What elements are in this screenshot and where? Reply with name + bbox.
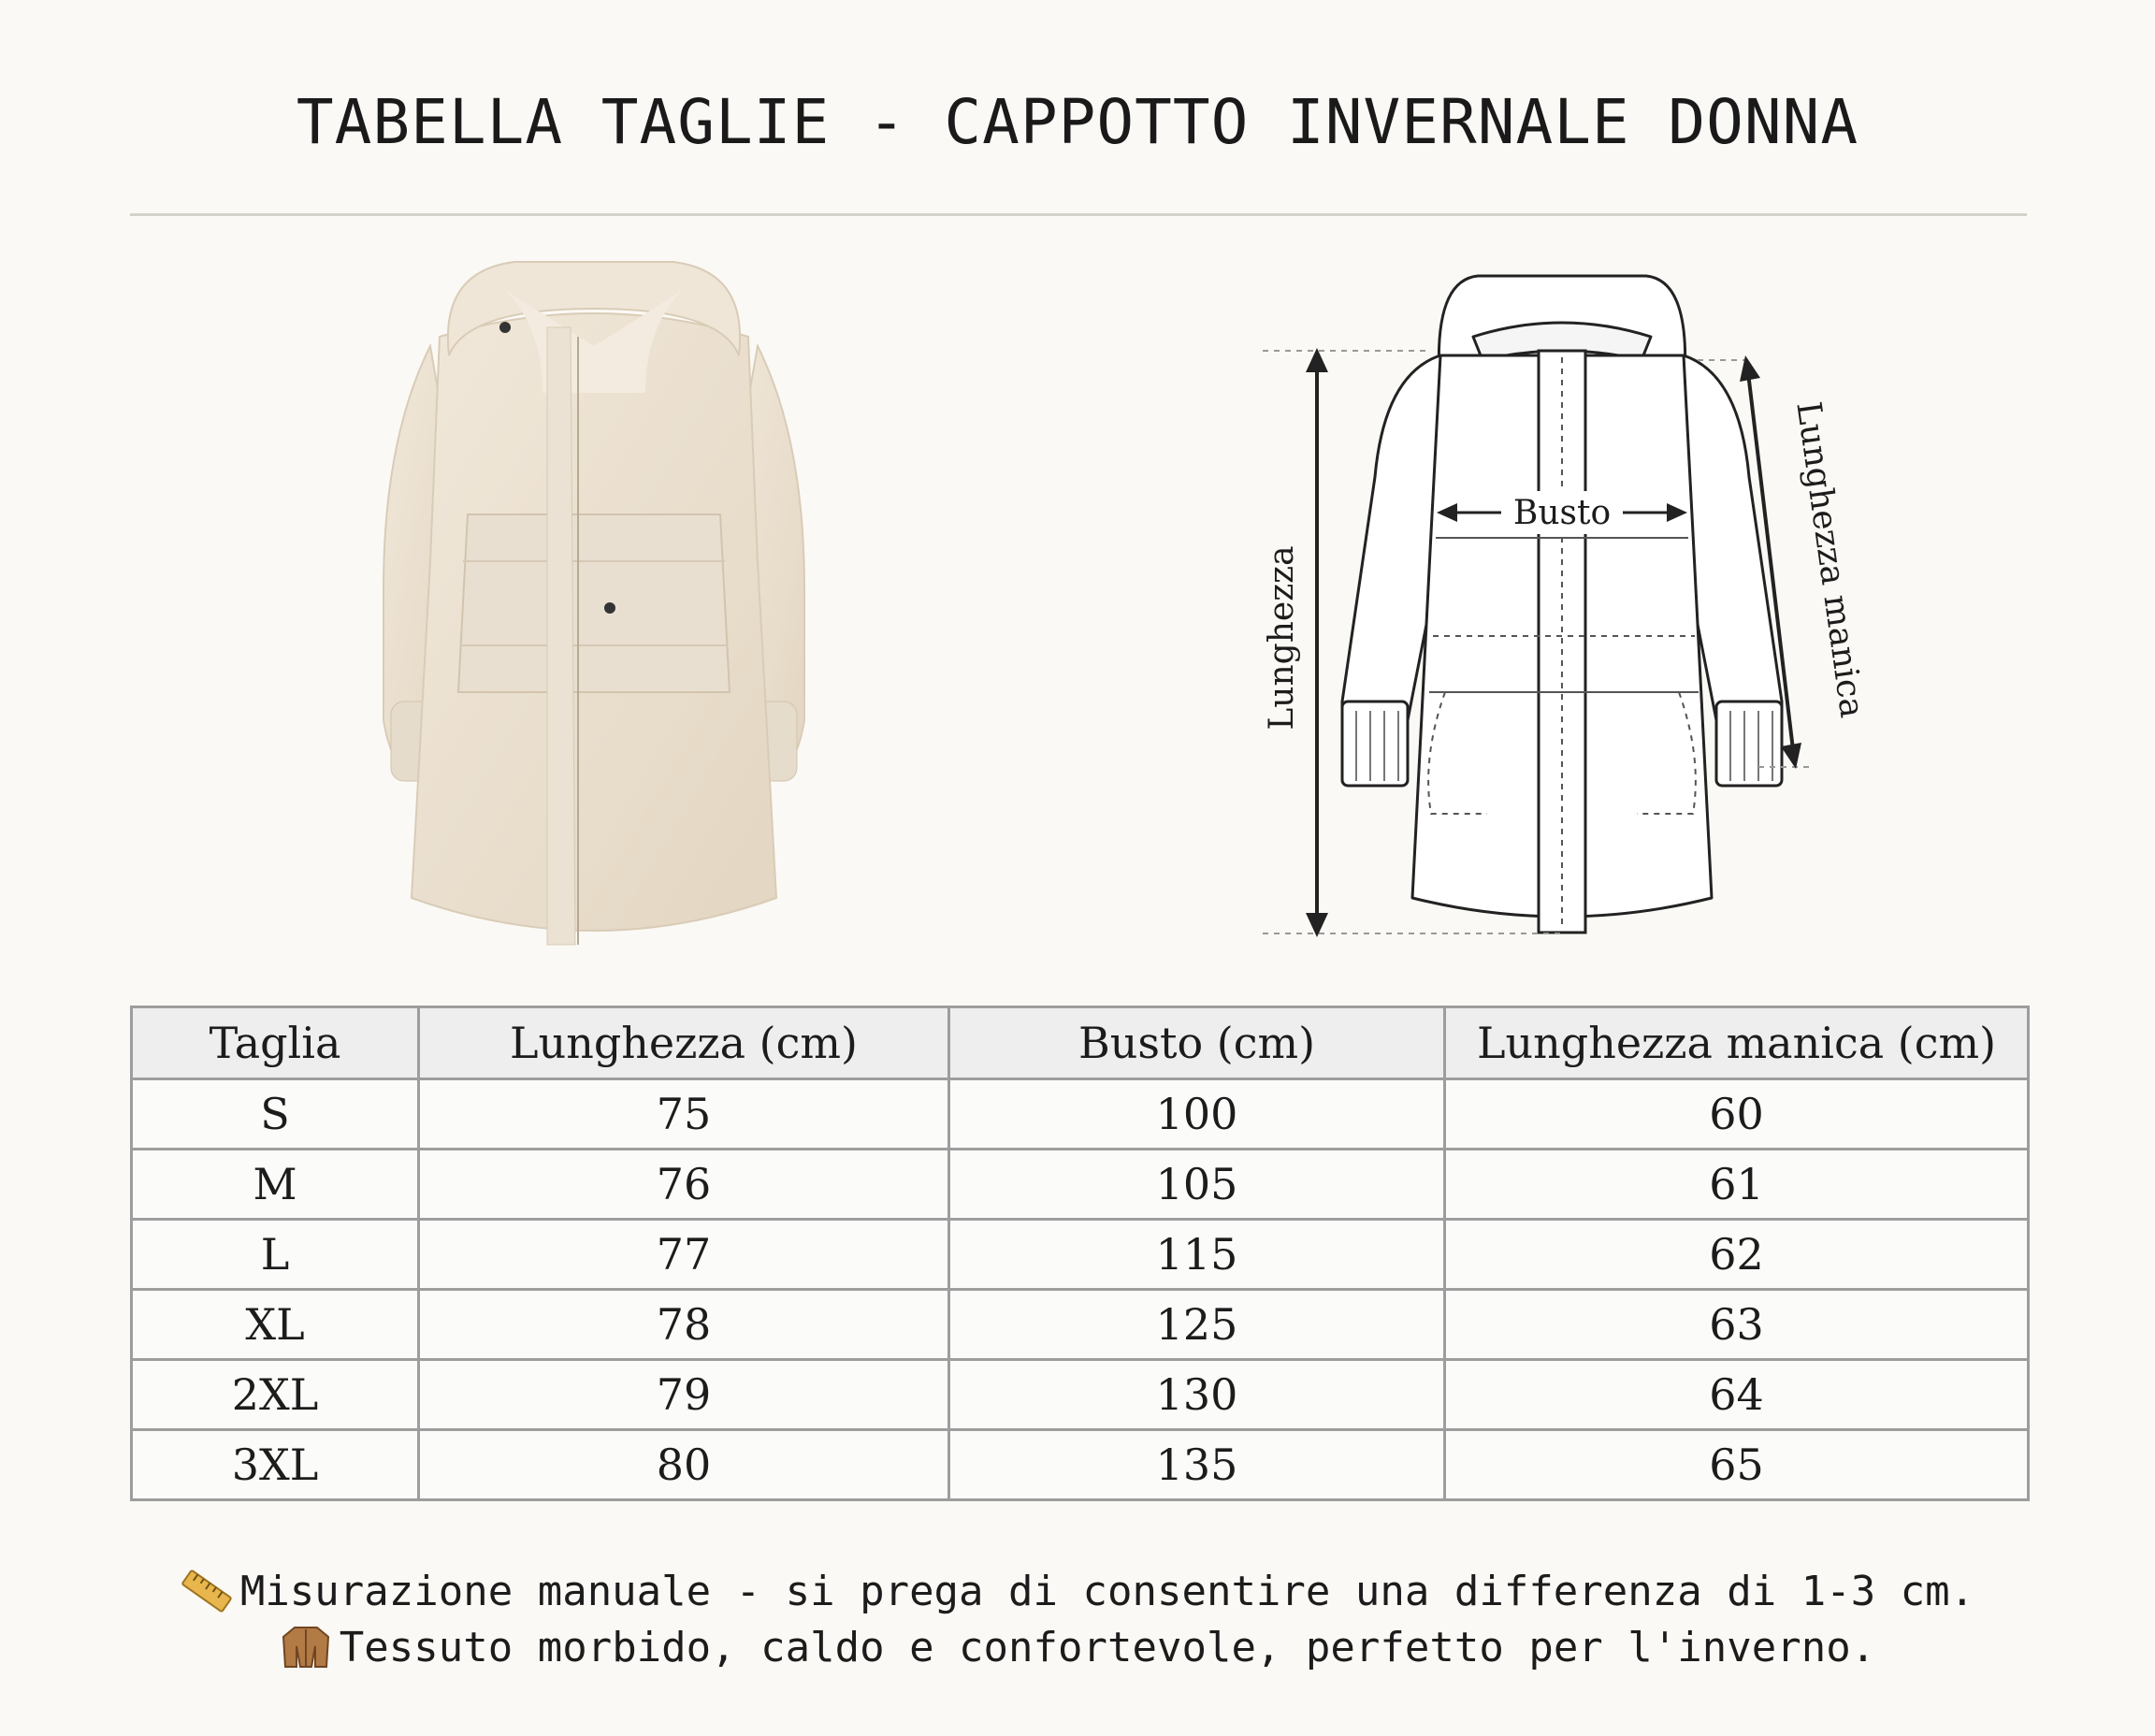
page-title: TABELLA TAGLIE - CAPPOTTO INVERNALE DONNA <box>296 86 1859 158</box>
coat-icon <box>280 1624 332 1671</box>
header-bust: Busto (cm) <box>949 1007 1445 1079</box>
cell-sleeve-length: 65 <box>1445 1430 2029 1500</box>
cell-sleeve-length: 62 <box>1445 1220 2029 1290</box>
coat-product-image <box>365 253 823 973</box>
size-chart-table <box>130 1005 2030 1501</box>
cell-bust: 115 <box>949 1220 1445 1290</box>
cell-bust: 125 <box>949 1290 1445 1360</box>
cell-length: 78 <box>419 1290 949 1360</box>
cell-size: XL <box>132 1290 419 1360</box>
cell-bust: 135 <box>949 1430 1445 1500</box>
sleeve-length-label: Lunghezza manica <box>1788 398 1872 720</box>
cell-size: L <box>132 1220 419 1290</box>
fabric-note <box>0 1620 2155 1676</box>
table-row <box>132 1079 2029 1150</box>
table-row <box>132 1430 2029 1500</box>
bust-label: Busto <box>1512 494 1612 532</box>
table-row <box>132 1220 2029 1290</box>
header-size: Taglia <box>132 1007 419 1079</box>
cell-size: 3XL <box>132 1430 419 1500</box>
cell-length: 80 <box>419 1430 949 1500</box>
measurement-note-text: Misurazione manuale - si prega di consentire una differenza di 1-3 cm. <box>239 1568 1975 1615</box>
ruler-icon <box>181 1568 233 1614</box>
cell-bust: 130 <box>949 1360 1445 1430</box>
header-length: Lunghezza (cm) <box>419 1007 949 1079</box>
cell-length: 77 <box>419 1220 949 1290</box>
cell-size: S <box>132 1079 419 1150</box>
length-label: Lunghezza <box>1263 545 1301 731</box>
table-row <box>132 1290 2029 1360</box>
cell-sleeve-length: 61 <box>1445 1150 2029 1220</box>
cell-length: 76 <box>419 1150 949 1220</box>
table-row <box>132 1150 2029 1220</box>
title-divider <box>130 213 2027 216</box>
footer-notes <box>0 1564 2155 1676</box>
cell-size: 2XL <box>132 1360 419 1430</box>
cell-bust: 100 <box>949 1079 1445 1150</box>
measurement-note <box>0 1564 2155 1620</box>
cell-sleeve-length: 64 <box>1445 1360 2029 1430</box>
cell-sleeve-length: 63 <box>1445 1290 2029 1360</box>
coat-measurement-diagram <box>1207 253 1889 963</box>
table-row <box>132 1360 2029 1430</box>
fabric-note-text: Tessuto morbido, caldo e confortevole, perfetto per l'inverno. <box>339 1624 1876 1671</box>
cell-length: 79 <box>419 1360 949 1430</box>
cell-sleeve-length: 60 <box>1445 1079 2029 1150</box>
header-sleeve-length: Lunghezza manica (cm) <box>1445 1007 2029 1079</box>
cell-length: 75 <box>419 1079 949 1150</box>
cell-size: M <box>132 1150 419 1220</box>
table-header-row <box>132 1007 2029 1079</box>
cell-bust: 105 <box>949 1150 1445 1220</box>
